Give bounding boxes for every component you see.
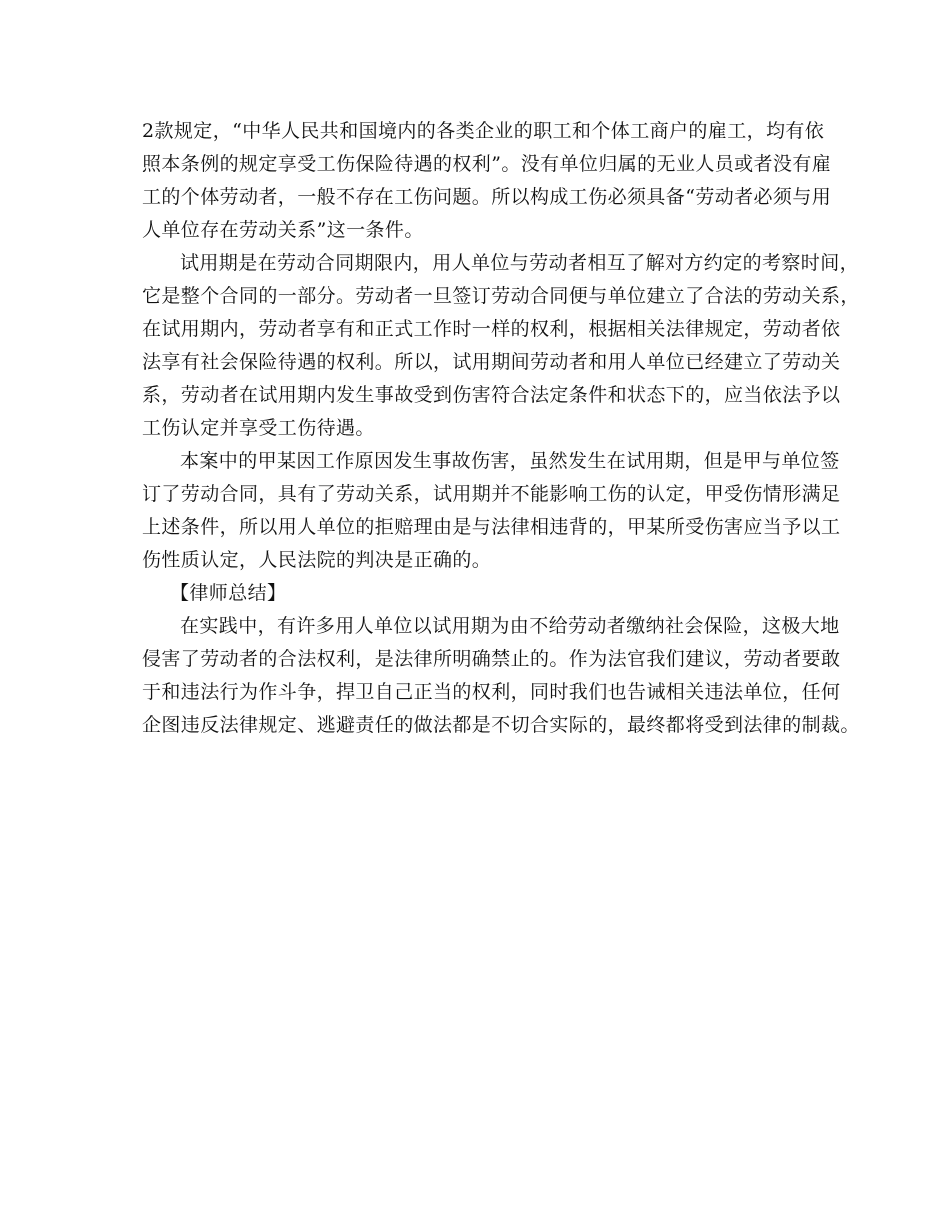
paragraph-line: 工的个体劳动者，一般不存在工伤问题。所以构成工伤必须具备“劳动者必须与用 [142, 186, 832, 208]
paragraph-line: 2款规定，“中华人民共和国境内的各类企业的职工和个体工商户的雇工，均有依 [142, 120, 825, 142]
paragraph-line: 它是整个合同的一部分。劳动者一旦签订劳动合同便与单位建立了合法的劳动关系， [142, 285, 860, 307]
paragraph-line: 于和违法行为作斗争，捍卫自己正当的权利，同时我们也告诫相关违法单位，任何 [142, 681, 841, 703]
paragraph-line: 上述条件，所以用人单位的拒赔理由是与法律相违背的，甲某所受伤害应当予以工 [142, 516, 841, 538]
paragraph-line: 侵害了劳动者的合法权利，是法律所明确禁止的。作为法官我们建议，劳动者要敢 [142, 648, 841, 670]
paragraph-line: 人单位存在劳动关系”这一条件。 [142, 219, 424, 241]
paragraph-line: 试用期是在劳动合同期限内，用人单位与劳动者相互了解对方约定的考察时间， [180, 252, 860, 274]
paragraph-line: 在试用期内，劳动者享有和正式工作时一样的权利，根据相关法律规定，劳动者依 [142, 318, 841, 340]
paragraph-3 [142, 445, 841, 577]
paragraph-1 [142, 115, 832, 247]
paragraph-line: 在实践中，有许多用人单位以试用期为由不给劳动者缴纳社会保险，这极大地 [180, 615, 840, 637]
paragraph-4 [142, 610, 860, 742]
document-body [142, 115, 860, 742]
paragraph-line: 本案中的甲某因工作原因发生事故伤害，虽然发生在试用期，但是甲与单位签 [180, 450, 840, 472]
section-heading [142, 577, 822, 610]
paragraph-line: 伤性质认定，人民法院的判决是正确的。 [142, 549, 492, 571]
paragraph-line: 法享有社会保险待遇的权利。所以，试用期间劳动者和用人单位已经建立了劳动关 [142, 351, 841, 373]
paragraph-line: 企图违反法律规定、逃避责任的做法都是不切合实际的，最终都将受到法律的制裁。 [142, 714, 860, 736]
paragraph-line: 工伤认定并享受工伤待遇。 [142, 417, 375, 439]
paragraph-line: 订了劳动合同，具有了劳动关系，试用期并不能影响工伤的认定，甲受伤情形满足 [142, 483, 841, 505]
paragraph-line: 系，劳动者在试用期内发生事故受到伤害符合法定条件和状态下的，应当依法予以 [142, 384, 841, 406]
lawyer-summary-heading: 【律师总结】 [170, 582, 287, 604]
paragraph-2 [142, 247, 860, 445]
paragraph-line: 照本条例的规定享受工伤保险待遇的权利”。没有单位归属的无业人员或者没有雇 [142, 153, 832, 175]
